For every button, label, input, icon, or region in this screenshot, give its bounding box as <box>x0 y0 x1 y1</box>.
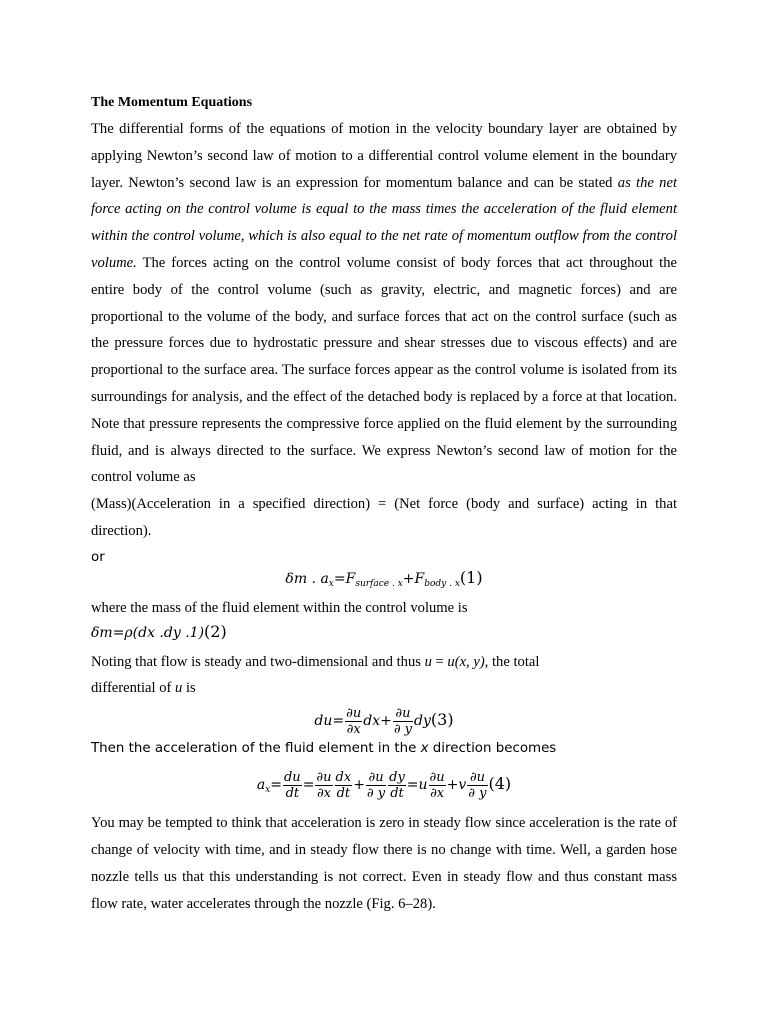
eq4-frac-4 <box>388 770 406 801</box>
eq4-frac-0-num: du <box>283 769 301 785</box>
accel-text-part-1: Then the acceleration of the fluid element in the <box>91 741 421 757</box>
diff-u: u <box>175 680 183 697</box>
intro-text-2: The forces acting on the control volume consist of body forces that act throughout the entire body of the control volume (such as gravity, electric, and magnetic forces) and are proportional to the volume of the body, and surface forces that act on the control surface (such as the pressure forces due to hydrostatic pressure and shear stresses due to viscous effects) and are proportional to the surface area. The surface forces appear as the control volume is isolated from its surroundings for analysis, and the effect of the detached body is replaced by a force at that location. Note that pressure represents the compressive force applied on the fluid element by the surrounding fluid, and is always directed to the surface. We express Newton’s second law of motion for the control volume as <box>91 254 677 486</box>
eq1-eq: =F <box>333 570 356 587</box>
eq4-lhs: a <box>256 777 266 794</box>
eq4-frac-2-den: dt <box>336 785 351 801</box>
acceleration-text <box>91 736 677 762</box>
eq4-frac-6 <box>467 770 487 801</box>
steady-ux: u <box>447 653 455 670</box>
accel-x: x <box>420 741 429 757</box>
eq4-frac-6-num: ∂u <box>467 770 487 786</box>
eq4-frac-5-num: ∂u <box>429 769 445 785</box>
eq4-frac-5 <box>429 770 446 801</box>
differential-text <box>91 675 677 702</box>
eq4-eq: = <box>270 777 282 794</box>
eq4-frac-5-den: ∂x <box>430 785 445 801</box>
eq4-eq2: = <box>302 777 315 794</box>
eq3-frac-2-num: ∂u <box>393 706 413 722</box>
eq4-frac-3-num: ∂u <box>366 770 386 786</box>
steady-text <box>91 649 677 676</box>
intro-italic-statement: as the net force acting on the control volume is equal to the mass times the acceleration of the fluid element within the control volume, which is also equal to the net rate of momentum outflow from the control volume. <box>91 174 678 271</box>
eq4-number: (4) <box>488 774 512 794</box>
equation-1 <box>91 563 677 593</box>
steady-u: u <box>424 653 432 670</box>
eq1-f1-sub: surface . x <box>355 578 403 589</box>
document-page <box>91 90 677 917</box>
eq4-frac-4-den: dt <box>390 785 404 801</box>
eq4-plus: + <box>353 777 365 794</box>
eq1-lhs: δm . a <box>285 570 329 587</box>
eq4-frac-3-den: ∂ y <box>366 785 386 801</box>
eq4-frac-2 <box>335 770 353 801</box>
diff-text-part-2: is <box>182 680 196 697</box>
or-text: or <box>91 549 105 565</box>
eq4-frac-0-den: dt <box>285 785 300 801</box>
eq4-frac-2-num: dx <box>335 769 352 785</box>
mass-text: where the mass of the fluid element within the control volume is <box>91 599 468 616</box>
eq4-eq3: =u <box>406 777 428 794</box>
eq3-frac-1-den: ∂x <box>346 721 361 737</box>
eq3-frac-2-den: ∂ y <box>393 721 413 737</box>
steady-equals: = <box>431 653 448 670</box>
eq3-end: dy <box>414 713 431 730</box>
steady-args: (x, y) <box>454 653 485 670</box>
intro-paragraph <box>91 116 677 491</box>
eq3-number: (3) <box>430 710 454 730</box>
eq4-frac-3 <box>366 770 386 801</box>
eq4-lhs-sub: x <box>265 785 271 796</box>
eq4-frac-0 <box>283 770 302 801</box>
eq3-mid: dx+ <box>363 713 392 730</box>
eq4-frac-1-num: ∂u <box>316 769 332 785</box>
accel-text-part-2: direction becomes <box>428 741 557 757</box>
eq4-frac-1-den: ∂x <box>316 785 331 801</box>
eq2-text: δm=ρ(dx .dy .1) <box>91 624 205 641</box>
eq3-frac-1 <box>345 706 362 737</box>
eq1-lhs-sub: x <box>328 578 334 589</box>
diff-text-part-1: differential of <box>91 680 176 697</box>
eq1-number: (1) <box>459 567 483 587</box>
equation-3 <box>91 702 677 738</box>
eq3-frac-2 <box>393 706 413 737</box>
eq4-frac-6-den: ∂ y <box>468 785 487 801</box>
eq1-f2-sub: body . x <box>424 578 460 589</box>
eq3-frac-1-num: ∂u <box>346 705 362 721</box>
section-heading: The Momentum Equations <box>91 95 253 110</box>
eq3-lhs: du= <box>314 713 345 730</box>
eq4-frac-4-num: dy <box>389 769 405 785</box>
steady-text-part-1: Noting that flow is steady and two-dimensional and thus <box>91 653 425 670</box>
eq4-frac-1 <box>315 770 332 801</box>
steady-text-part-2: , the total <box>484 653 540 670</box>
eq2-number: (2) <box>204 621 227 641</box>
eq1-plus: +F <box>402 570 425 587</box>
closing-paragraph: You may be tempted to think that acceleration is zero in steady flow since acceleration is the rate of change of velocity with time, and in steady flow there is no change with time. Well, a garden hose nozzle tells us that this understanding is not correct. Even in steady flow and thus constant mass flow rate, water accelerates through the nozzle (Fig. 6–28). <box>91 815 677 912</box>
equation-4 <box>91 764 677 804</box>
equation-2 <box>91 619 677 649</box>
eq4-plus2: +v <box>446 777 467 794</box>
intro-text-1: The differential forms of the equations of motion in the velocity boundary layer are obtained by applying Newton’s second law of motion to a differential control volume element in the boundary layer. Newton’s second law is an expression for momentum balance and can be stated <box>91 121 677 191</box>
newton-statement: (Mass)(Acceleration in a specified direction) = (Net force (body and surface) acting in that direction). <box>91 496 677 539</box>
